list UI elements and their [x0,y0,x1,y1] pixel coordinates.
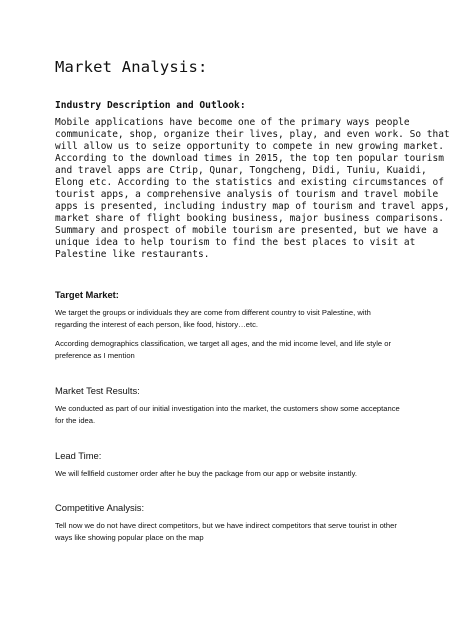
text-line: regarding the interest of each person, like food, history…etc. [55,319,259,329]
lead-time-paragraph [55,468,425,480]
industry-paragraph [55,117,450,261]
lead-time-heading: Lead Time: [55,450,102,461]
market-test-heading: Market Test Results: [55,385,140,396]
text-line: Elong etc. According to the statistics and existing circumstances of [55,177,444,188]
text-line: Tell now we do not have direct competitors, but we have indirect competitors that serve tourist in other [55,521,397,530]
text-line: We target the groups or individuals they are come from different country to visit Palestine, with [55,308,371,317]
industry-heading: Industry Description and Outlook: [55,100,246,111]
text-line: will allow us to seize opportunity to compete in new growing market. [55,141,444,152]
competitive-paragraph [55,520,425,543]
text-line: and travel apps are Ctrip, Qunar, Tongcheng, Didi, Tuniu, Kuaidi, [55,165,427,176]
target-market-heading: Target Market: [55,289,119,300]
market-test-paragraph [55,403,425,426]
text-line: We conducted as part of our initial investigation into the market, the customers show some acceptance [55,404,400,413]
text-line: unique idea to help tourism to find the best places to visit at [55,237,416,248]
target-market-paragraph-2 [55,338,425,361]
text-line: for the idea. [55,415,96,425]
text-line: market share of flight booking business, major business comparisons. [55,213,444,224]
text-line: Mobile applications have become one of the primary ways people [55,117,410,128]
text-line: Summary and prospect of mobile tourism are presented, but we have a [55,225,439,236]
target-market-paragraph-1 [55,307,425,330]
competitive-heading: Competitive Analysis: [55,502,145,513]
text-line: preference as I mention [55,350,135,360]
text-line: We will fellfield customer order after he buy the package from our app or website instantly. [55,469,357,478]
text-line: apps is presented, including industry map of tourism and travel apps, [55,201,450,212]
text-line: tourist apps, a comprehensive analysis of tourism and travel mobile [55,189,439,200]
page-title: Market Analysis: [55,58,208,76]
text-line: ways like showing popular place on the map [55,532,204,542]
text-line: Palestine like restaurants. [55,249,210,260]
text-line: According demographics classification, we target all ages, and the mid income level, and life style or [55,339,391,348]
text-line: communicate, shop, organize their lives, play, and even work. So that [55,129,450,140]
text-line: According to the download times in 2015, the top ten popular tourism [55,153,444,164]
